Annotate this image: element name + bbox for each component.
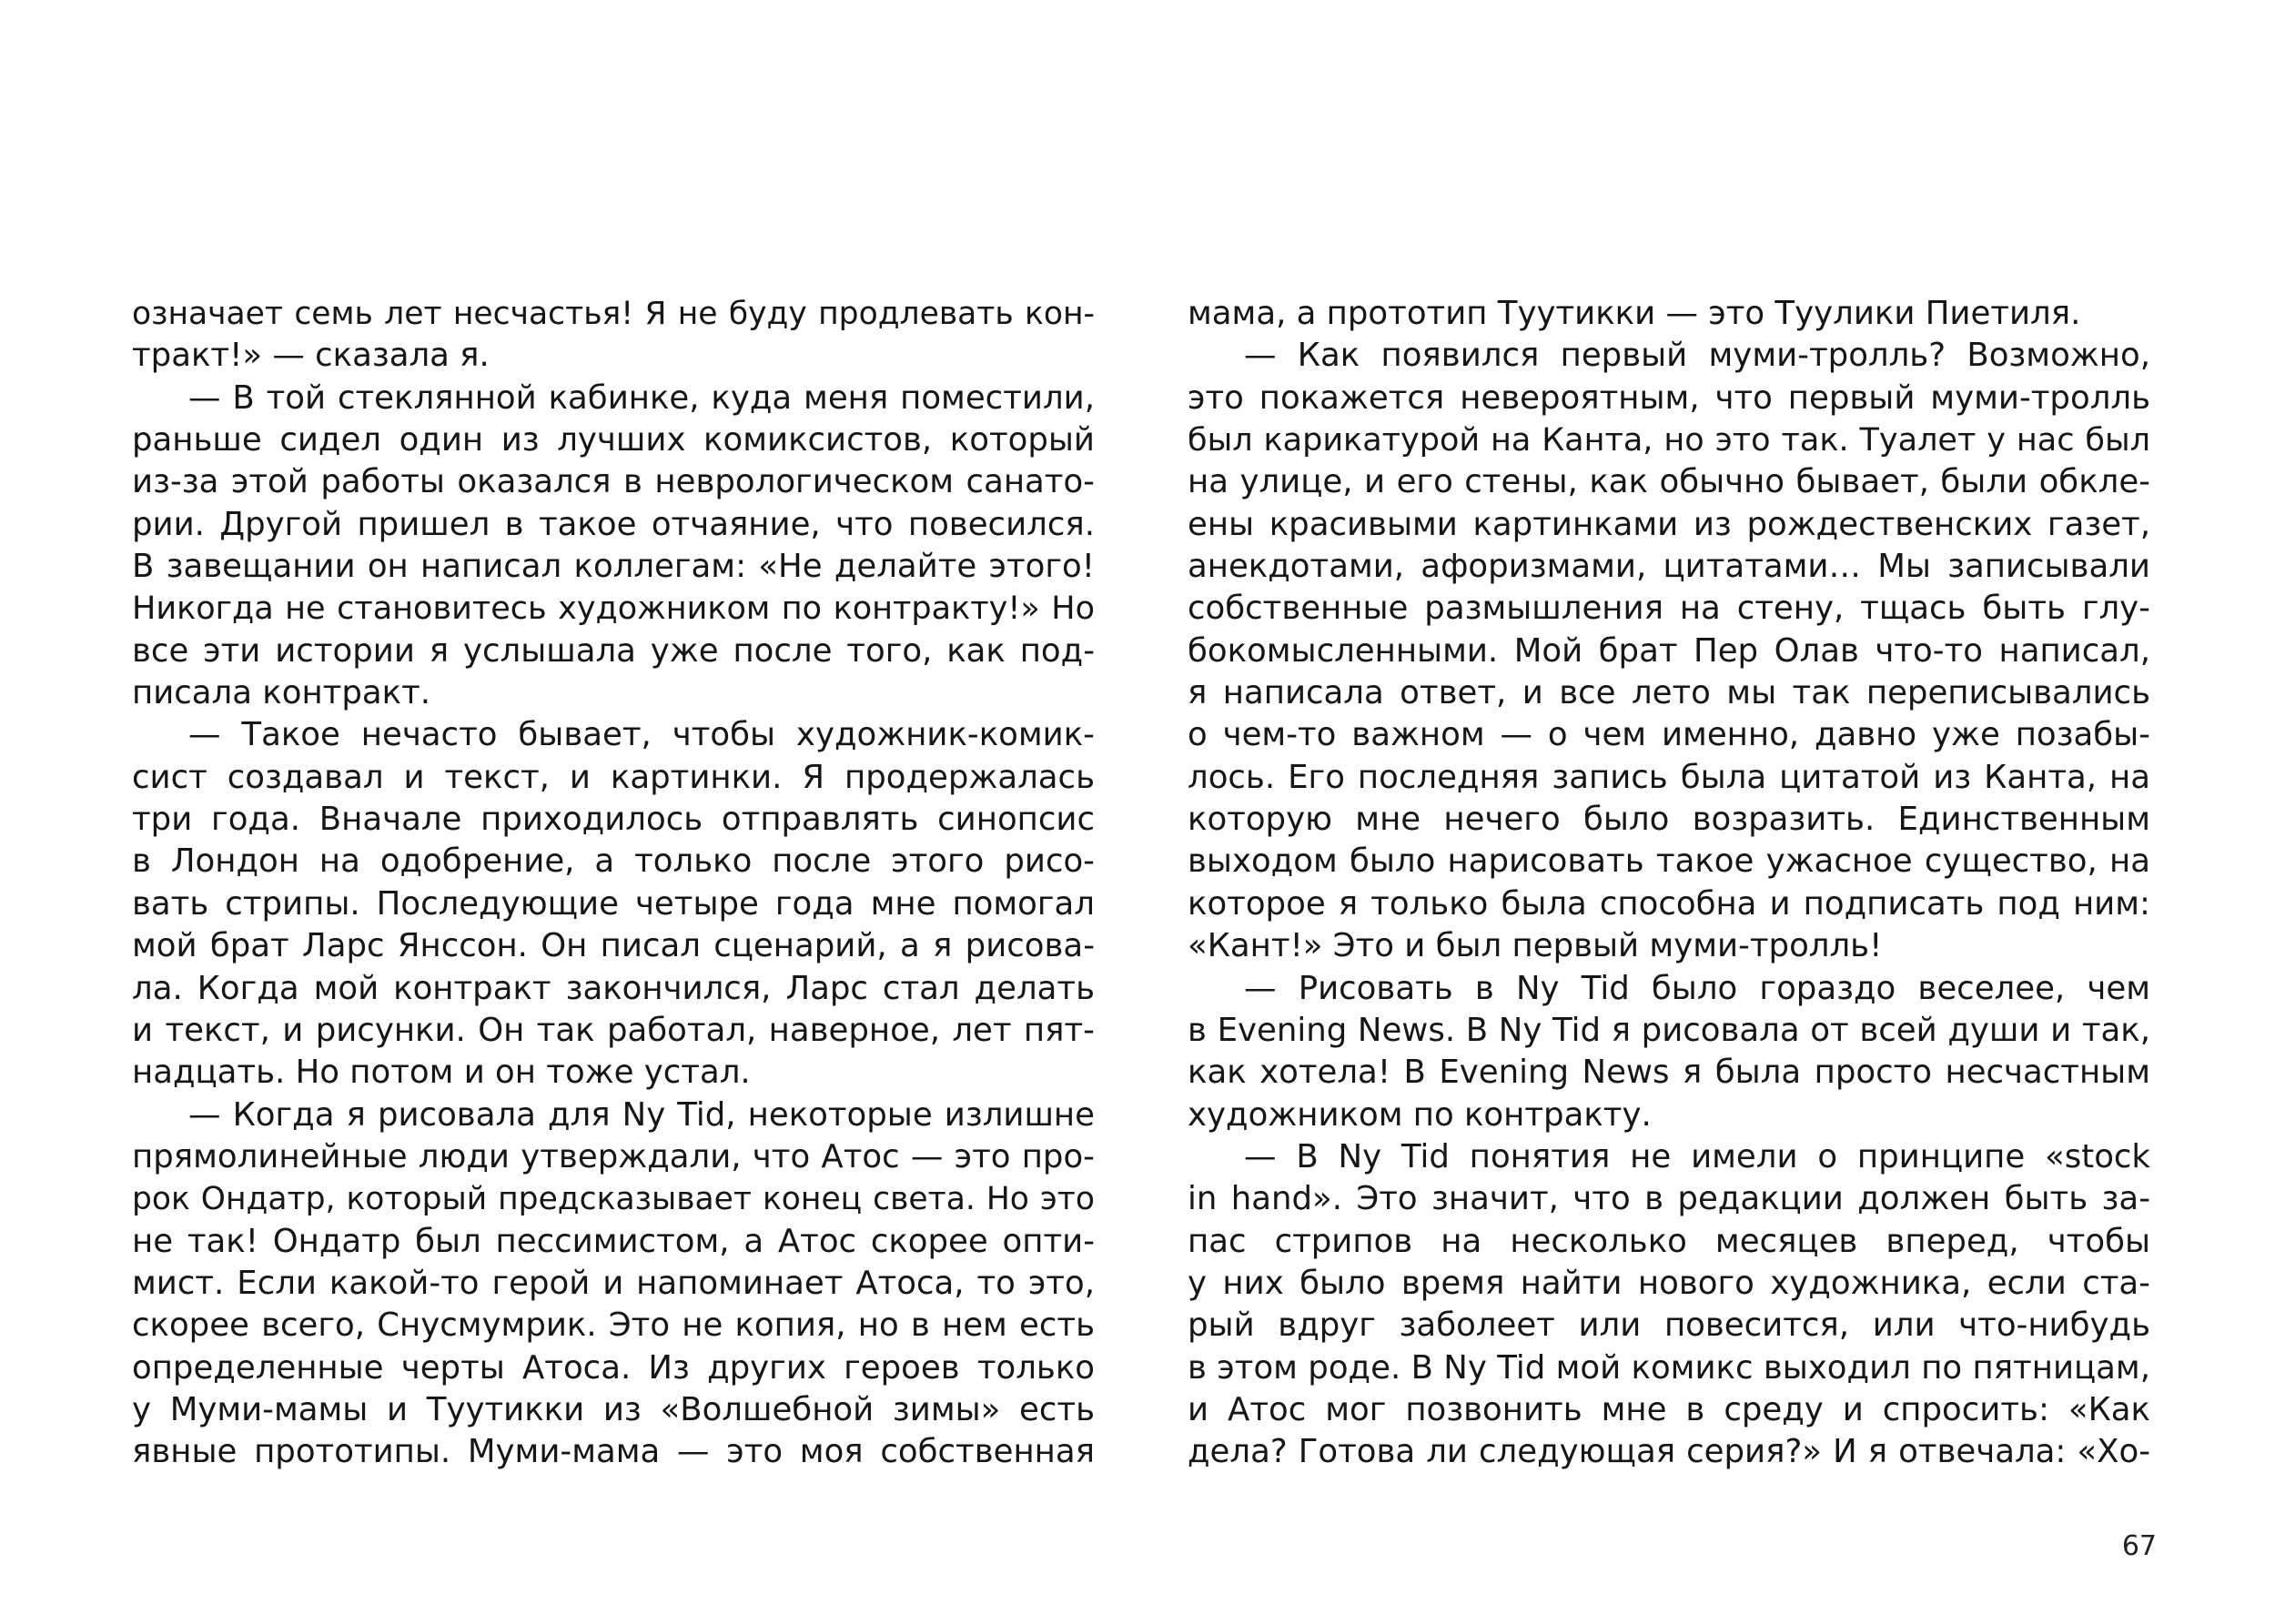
text-line: рии. Другой пришел в такое отчаяние, что повесился. bbox=[132, 505, 1095, 543]
text-line: которую мне нечего было возразить. Единственным bbox=[1188, 801, 2150, 839]
text-line: ла. Когда мой контракт закончился, Ларс стал делать bbox=[132, 969, 1095, 1007]
text-line: у Муми-мамы и Туутикки из «Волшебной зимы» есть bbox=[132, 1390, 1095, 1428]
text-line: лось. Его последняя запись была цитатой из Канта, на bbox=[1188, 758, 2150, 796]
text-line: надцать. Но потом и он тоже устал. bbox=[132, 1054, 751, 1092]
text-line: три года. Вначале приходилось отправлять синопсис bbox=[132, 801, 1095, 839]
text-line: в этом роде. В Ny Tid мой комикс выходил по пятницам, bbox=[1188, 1348, 2150, 1387]
text-line: у них было время найти нового художника, если ста- bbox=[1188, 1264, 2150, 1302]
text-line: вать стрипы. Последующие четыре года мне помогал bbox=[132, 884, 1095, 923]
text-line: В завещании он написал коллегам: «Не делайте этого! bbox=[132, 548, 1095, 586]
text-line: собственные размышления на стену, тщась быть глу- bbox=[1188, 590, 2150, 628]
text-line: в Лондон на одобрение, а только после этого рисо- bbox=[132, 842, 1095, 881]
text-line: дела? Готова ли следующая серия?» И я отвечала: «Хо- bbox=[1188, 1433, 2150, 1471]
text-line: я написала ответ, и все лето мы так переписывались bbox=[1188, 674, 2150, 712]
text-line: рый вдруг заболеет или повесится, или что-нибудь bbox=[1188, 1306, 2150, 1345]
text-line: — Рисовать в Ny Tid было гораздо веселее, чем bbox=[1244, 969, 2150, 1007]
text-line: и текст, и рисунки. Он так работал, наверное, лет пят- bbox=[132, 1011, 1095, 1049]
text-line: все эти истории я услышала уже после того, как под- bbox=[132, 631, 1095, 670]
text-line: анекдотами, афоризмами, цитатами… Мы записывали bbox=[1188, 548, 2150, 586]
text-line: на улице, и его стены, как обычно бывает, были обкле- bbox=[1188, 463, 2150, 501]
text-line: пас стрипов на несколько месяцев вперед, чтобы bbox=[1188, 1222, 2150, 1260]
text-line: выходом было нарисовать такое ужасное существо, на bbox=[1188, 842, 2150, 881]
text-line: из-за этой работы оказался в неврологическом санато- bbox=[132, 463, 1095, 501]
text-line: о чем-то важном — о чем именно, давно уже позабы- bbox=[1188, 716, 2150, 754]
text-line: — Когда я рисовала для Ny Tid, некоторые излишне bbox=[188, 1095, 1095, 1134]
text-line: мама, а прототип Туутикки — это Туулики Пиетиля. bbox=[1188, 295, 2081, 332]
text-line: это покажется невероятным, что первый муми-тролль bbox=[1188, 378, 2150, 417]
text-line: мой брат Ларс Янссон. Он писал сценарий, а я рисова- bbox=[132, 927, 1095, 965]
text-line: не так! Ондатр был пессимистом, а Атос скорее опти- bbox=[132, 1222, 1095, 1260]
text-line: определенные черты Атоса. Из других героев только bbox=[132, 1348, 1095, 1387]
text-line: и Атос мог позвонить мне в среду и спросить: «Как bbox=[1188, 1390, 2150, 1428]
left-text-column bbox=[132, 293, 1095, 1474]
text-line: in hand». Это значит, что в редакции должен быть за- bbox=[1188, 1180, 2150, 1218]
text-line: прямолинейные люди утверждали, что Атос — это про- bbox=[132, 1137, 1095, 1175]
page-number: 67 bbox=[2121, 1530, 2157, 1562]
text-line: явные прототипы. Муми-мама — это моя собственная bbox=[132, 1433, 1095, 1471]
text-line: ены красивыми картинками из рождественских газет, bbox=[1188, 505, 2150, 543]
text-line: тракт!» — сказала я. bbox=[132, 337, 490, 375]
text-line: сист создавал и текст, и картинки. Я продержалась bbox=[132, 758, 1095, 796]
text-line: как хотела! В Evening News я была просто несчастным bbox=[1188, 1054, 2150, 1092]
text-line: — В той стеклянной кабинке, куда меня поместили, bbox=[188, 378, 1095, 417]
text-line: художником по контракту. bbox=[1188, 1095, 1652, 1134]
text-line: мист. Если какой-то герой и напоминает Атоса, то это, bbox=[132, 1264, 1095, 1302]
text-line: раньше сидел один из лучших комиксистов, который bbox=[132, 421, 1095, 459]
text-line: бокомысленными. Мой брат Пер Олав что-то написал, bbox=[1188, 631, 2150, 670]
right-text-column bbox=[1188, 293, 2150, 1474]
text-line: — Как появился первый муми-тролль? Возможно, bbox=[1244, 337, 2150, 375]
text-line: Никогда не становитесь художником по контракту!» Но bbox=[132, 590, 1095, 628]
text-line: был карикатурой на Канта, но это так. Туалет у нас был bbox=[1188, 422, 2150, 459]
text-line: означает семь лет несчастья! Я не буду продлевать кон- bbox=[132, 296, 1095, 332]
text-line: которое я только была способна и подписать под ним: bbox=[1188, 884, 2150, 923]
text-line: — В Ny Tid понятия не имели о принципе «stock bbox=[1244, 1137, 2150, 1175]
text-line: в Evening News. В Ny Tid я рисовала от всей души и так, bbox=[1188, 1011, 2150, 1049]
text-line: писала контракт. bbox=[132, 674, 431, 712]
text-line: рок Ондатр, который предсказывает конец света. Но это bbox=[132, 1181, 1095, 1218]
text-line: скорее всего, Снусмумрик. Это не копия, но в нем есть bbox=[132, 1306, 1095, 1345]
text-line: «Кант!» Это и был первый муми-тролль! bbox=[1188, 927, 1883, 965]
text-line: — Такое нечасто бывает, чтобы художник-комик- bbox=[188, 716, 1095, 754]
